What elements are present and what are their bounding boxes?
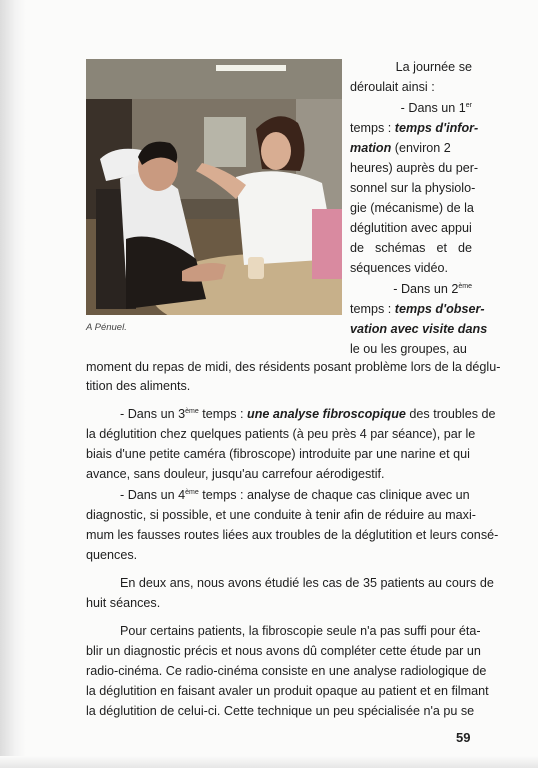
text-line: sonnel sur la physiolo- [350, 181, 476, 195]
text-line: la déglutition chez quelques patients (à peu près 4 par séance), par le [86, 427, 476, 441]
text-line: avance, sans douleur, jusqu'au carrefour aérodigestif. [86, 467, 385, 481]
text-run: temps : [350, 121, 395, 135]
text-line: de schémas et de [350, 241, 472, 255]
page-number: 59 [456, 730, 471, 745]
emphasis-text: temps d'infor- [394, 121, 479, 135]
emphasis-text: mation [350, 141, 392, 155]
text-line: heures) auprès du per- [350, 161, 479, 175]
text-line: quences. [86, 548, 138, 562]
text-line: radio-cinéma. Ce radio-cinéma consiste en une analyse radiologique de [86, 664, 487, 678]
text-run: - Dans un 1 [400, 101, 466, 115]
text-run: des troubles de [405, 407, 496, 421]
text-line: diagnostic, si possible, et une conduite à tenir afin de réduire au maxi- [86, 508, 476, 522]
text-run: - Dans un 2 [393, 282, 459, 296]
page-bottom-edge [0, 756, 538, 768]
superscript: ème [185, 408, 199, 415]
superscript: ème [458, 283, 472, 290]
text-line: déroulait ainsi : [350, 80, 435, 94]
superscript: er [465, 102, 472, 109]
text-run: - Dans un 4 [120, 488, 186, 502]
text-run: (environ 2 [391, 141, 451, 155]
text-line: séquences vidéo. [350, 261, 449, 275]
text-line: biais d'une petite caméra (fibroscope) introduite par une narine et qui [86, 447, 470, 461]
photo-illustration [86, 59, 342, 315]
text-run: - Dans un 3 [120, 407, 186, 421]
text-line: tition des aliments. [86, 379, 191, 393]
text-run: temps : [350, 302, 395, 316]
text-line [350, 299, 485, 319]
photo-caption: A Pénuel. [86, 322, 127, 333]
emphasis-text: vation avec visite dans [350, 322, 488, 336]
text-line: huit séances. [86, 596, 161, 610]
emphasis-text: une analyse fibroscopique [247, 407, 406, 421]
text-line [350, 138, 472, 158]
text-line: mum les fausses routes liées aux troubles de la déglutition et leurs consé- [86, 528, 499, 542]
text-line: déglutition avec appui [350, 221, 472, 235]
text-line [86, 404, 496, 424]
text-run: temps : analyse de chaque cas clinique avec un [198, 488, 470, 502]
emphasis-text: temps d'obser- [394, 302, 485, 316]
superscript: ème [185, 489, 199, 496]
text-line: moment du repas de midi, des résidents posant problème lors de la déglu- [86, 360, 501, 374]
text-line [350, 319, 488, 339]
text-line: la déglutition en faisant avaler un produit opaque au patient et en filmant [86, 684, 489, 698]
text-line: La journée se [395, 60, 472, 74]
text-line: En deux ans, nous avons étudié les cas de 35 patients au cours de [120, 576, 494, 590]
text-line: le ou les groupes, au [350, 342, 467, 356]
text-line [350, 279, 472, 299]
text-line: blir un diagnostic précis et nous avons dû compléter cette étude par un [86, 644, 481, 658]
text-line: la déglutition de celui-ci. Cette technique un peu spécialisée n'a pu se [86, 704, 475, 718]
photo-caregiver-feeding-patient [86, 59, 342, 315]
text-run: temps : [198, 407, 248, 421]
text-line: gie (mécanisme) de la [350, 201, 474, 215]
text-line [350, 98, 472, 118]
text-line: Pour certains patients, la fibroscopie seule n'a pas suffi pour éta- [120, 624, 481, 638]
text-line [350, 118, 479, 138]
page-spine-shadow [0, 0, 26, 768]
text-line [86, 485, 472, 505]
